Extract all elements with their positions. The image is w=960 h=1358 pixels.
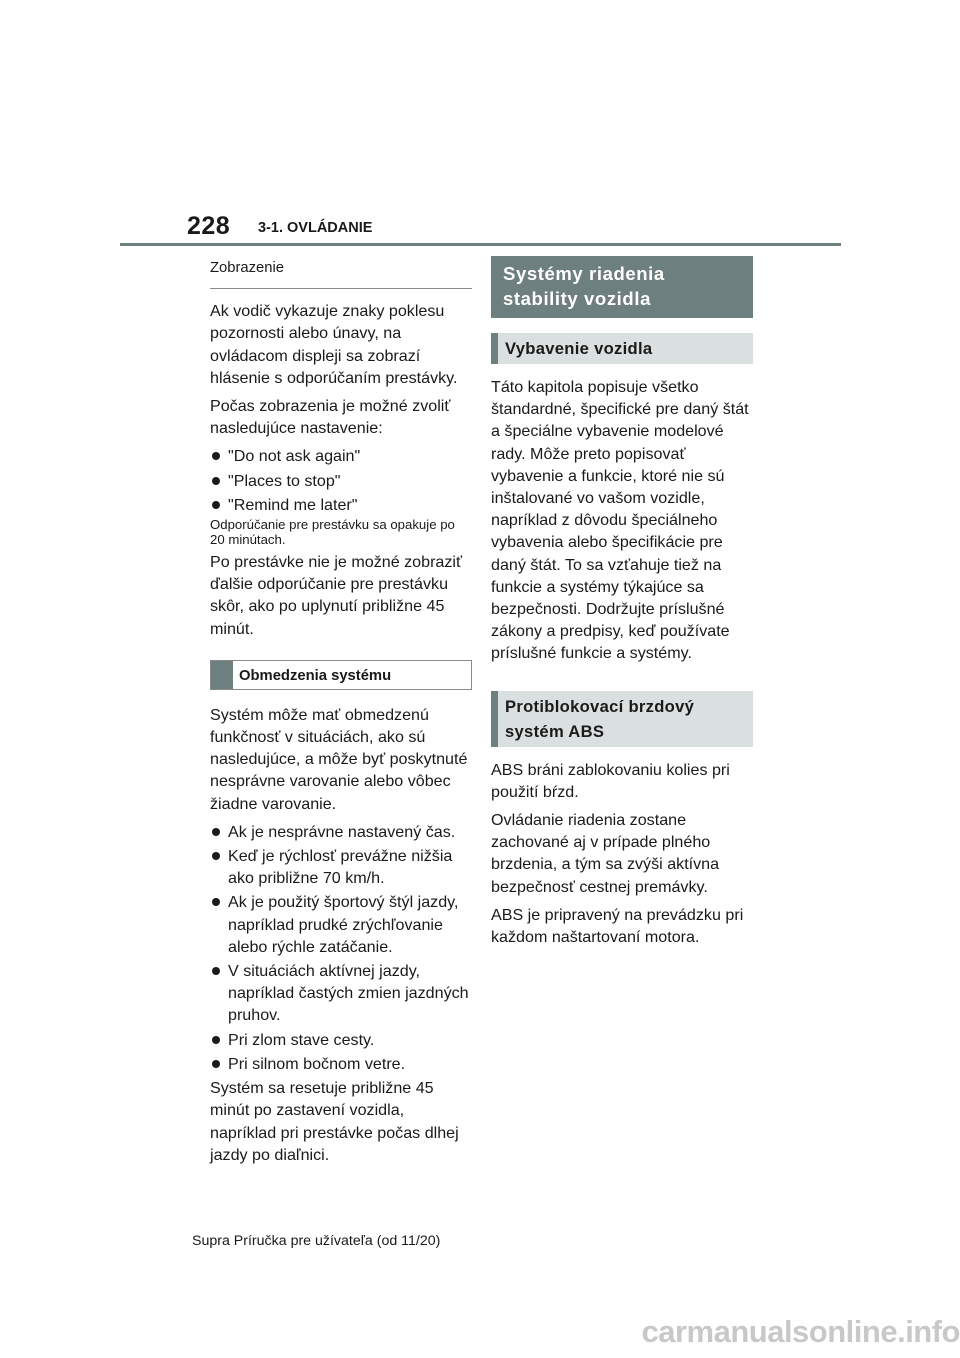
list-item [210, 821, 472, 843]
list-item [210, 960, 472, 1027]
heading-equipment [491, 333, 753, 364]
list-item [210, 845, 472, 889]
bullet-icon [212, 477, 220, 485]
watermark-logo: carmanualsonline.info [641, 1314, 960, 1349]
list-item [210, 1053, 472, 1075]
option-text: "Places to stop" [228, 471, 341, 490]
limit-text: Pri silnom bočnom vetre. [228, 1054, 406, 1073]
paragraph-reset: Systém sa resetuje približne 45 minút po zastavení vozidla, napríklad pri prestávke počas dlhej jazdy po diaľnici. [210, 1079, 459, 1164]
heading-label: Vybavenie vozidla [505, 339, 653, 358]
right-column [491, 256, 753, 954]
list-item [210, 494, 472, 516]
limit-text: Ak je použitý športový štýl jazdy, napríklad prudké zrýchľovanie alebo rýchle zatáčanie. [228, 893, 459, 956]
heading-abs [491, 691, 753, 747]
left-column [210, 256, 472, 1172]
paragraph-abs-2: Ovládanie riadenia zostane zachované aj v prípade plného brzdenia, a tým sa zvýši aktívna bezpečnosť cestnej premávky. [491, 811, 720, 896]
bullet-icon [212, 501, 220, 509]
heading-stability-systems: Systémy riadenia stability vozidla [491, 256, 753, 318]
subheading-label: Obmedzenia systému [239, 667, 392, 684]
bullet-icon [212, 452, 220, 460]
footer-text: Supra Príručka pre užívateľa (od 11/20) [192, 1233, 441, 1249]
paragraph-abs-1: ABS bráni zablokovaniu kolies pri použití bŕzd. [491, 760, 730, 801]
bullet-icon [212, 828, 220, 836]
accent-bar [491, 333, 498, 364]
bullet-icon [212, 1060, 220, 1068]
list-item [210, 891, 472, 958]
option-text: "Do not ask again" [228, 447, 361, 466]
paragraph-equipment: Táto kapitola popisuje všetko štandardné, špecifické pre daný štát a špeciálne vybavenie modelové rady. Môže preto popisovať vybavenie a funkcie, ktoré nie sú inštalované vo vašom vozidle, napríklad z dôvodu špeciálneho vybavenia alebo špecifikácie pre daný štát. To sa vzťahuje tiež na funkcie a systémy týkajúce sa bezpečnosti. Dodržujte príslušné zákony a predpisy, keď používate príslušné funkcie a systémy. [491, 378, 749, 663]
bullet-icon [212, 967, 220, 975]
list-item [210, 1029, 472, 1051]
list-item [210, 470, 472, 492]
header-rule [120, 243, 841, 246]
bullet-icon [212, 898, 220, 906]
options-list [210, 445, 472, 516]
page-number: 228 [187, 212, 231, 240]
bullet-icon [212, 1036, 220, 1044]
limit-text: Keď je rýchlosť prevážne nižšia ako približne 70 km/h. [228, 847, 453, 888]
limit-text: V situáciách aktívnej jazdy, napríklad častých zmien jazdných pruhov. [228, 962, 469, 1025]
list-item [210, 445, 472, 467]
paragraph-settings: Počas zobrazenia je možné zvoliť nasledujúce nastavenie: [210, 397, 451, 438]
note-text: Odporúčanie pre prestávku sa opakuje po 20 minútach. [210, 517, 455, 547]
paragraph-after-break: Po prestávke nie je možné zobraziť ďalšie odporúčanie pre prestávku skôr, ako po uplynutí približne 45 minút. [210, 553, 463, 638]
section-title: 3-1. OVLÁDANIE [258, 220, 373, 236]
accent-bar [491, 691, 498, 747]
accent-bar [211, 661, 233, 689]
limit-text: Ak je nesprávne nastavený čas. [228, 822, 456, 841]
subheading-limits [210, 660, 472, 690]
limit-text: Pri zlom stave cesty. [228, 1030, 375, 1049]
heading-label: Protiblokovací brzdový systém ABS [505, 696, 695, 741]
option-text: "Remind me later" [228, 495, 358, 514]
paragraph-abs-3: ABS je pripravený na prevádzku pri každom naštartovaní motora. [491, 905, 744, 947]
paragraph-fatigue: Ak vodič vykazuje znaky poklesu pozornosti alebo únavy, na ovládacom displeji sa zobrazí hlásenie s odporúčaním prestávky. [210, 302, 458, 387]
bullet-icon [212, 852, 220, 860]
limits-list [210, 821, 472, 1075]
paragraph-limits: Systém môže mať obmedzenú funkčnosť v situáciách, ako sú nasledujúce, a môže byť poskytnuté nesprávne varovanie alebo vôbec žiadne varovanie. [210, 705, 468, 813]
subheading-display: Zobrazenie [210, 256, 472, 289]
